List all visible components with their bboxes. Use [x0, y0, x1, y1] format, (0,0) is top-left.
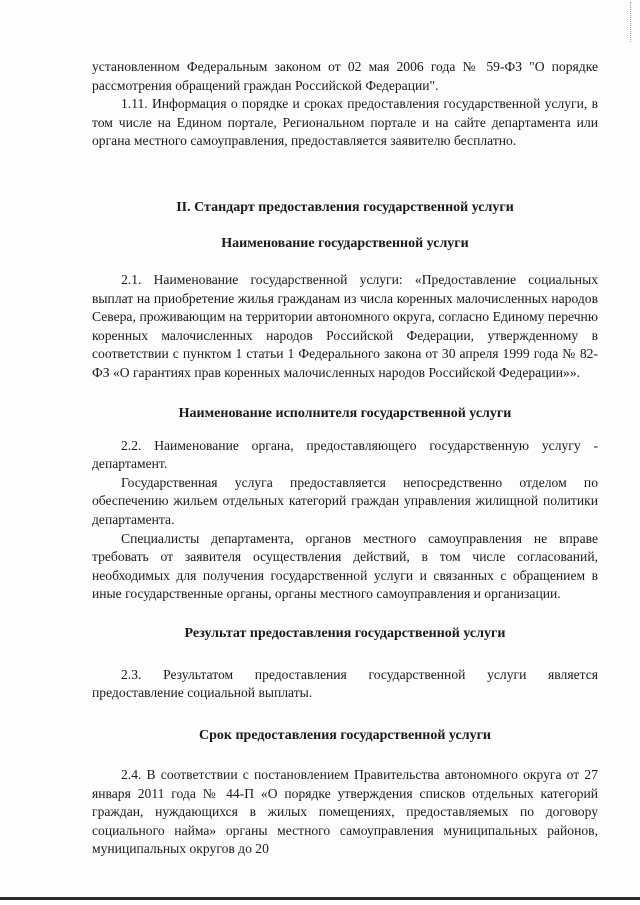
heading-service-executor: Наименование исполнителя государственной услуги: [178, 405, 512, 421]
paragraph-2-2-department: Государственная услуга предоставляется непосредственно отделом по обеспечению жильем отдельных категорий граждан управления жилищной политики департамента.: [92, 474, 598, 527]
heading-service-result: Результат предоставления государственной услуги: [184, 625, 506, 641]
paragraph-2-1: 2.1. Наименование государственной услуги: «Предоставление социальных выплат на приобретение жилья гражданам из числа коренных малочисленных народов Севера, проживающим на территории автономного округа, согласно Единому перечню коренных малочисленных народов Российской Федерации, утвержденному в соответствии с пунктом 1 статьи 1 Федерального закона от 30 апреля 1999 года № 82-ФЗ «О гарантиях прав коренных малочисленных народов Российской Федерации»».: [92, 271, 598, 380]
paragraph-2-2: 2.2. Наименование органа, предоставляющего государственную услугу - департамент.: [92, 437, 598, 472]
page-bottom-edge: [0, 897, 640, 900]
document-body: [92, 58, 598, 859]
paragraph-2-2-specialists: Специалисты департамента, органов местного самоуправления не вправе требовать от заявителя осуществления действий, в том числе согласований, необходимых для получения государственной услуги и связанных с обращением в иные государственные органы, органы местного самоуправления и организации.: [92, 530, 598, 602]
paragraph-2-4: 2.4. В соответствии с постановлением Правительства автономного округа от 27 января 2011 года № 44-П «О порядке утверждения списков отдельных категорий граждан, нуждающихся в жилых помещениях, предоставляемых по договору социального найма» органы местного самоуправления муниципальных районов, муниципальных округов до 20: [92, 767, 598, 857]
section-title: II. Стандарт предоставления государственной услуги: [176, 199, 514, 215]
scan-margin-marks: [630, 2, 634, 42]
paragraph-2-3: 2.3. Результатом предоставления государственной услуги является предоставление социальной выплаты.: [92, 666, 598, 701]
heading-service-name: Наименование государственной услуги: [221, 235, 469, 251]
heading-service-term: Срок предоставления государственной услуги: [199, 728, 491, 744]
paragraph-1-11: 1.11. Информация о порядке и сроках предоставления государственной услуги, в том числе на Едином портале, Региональном портале и на сайте департамента или органа местного самоуправления, предоставляется заявителю бесплатно.: [92, 96, 598, 149]
paragraph-intro-continuation: установленном Федеральным законом от 02 мая 2006 года № 59-ФЗ "О порядке рассмотрения обращений граждан Российской Федерации".: [92, 59, 598, 93]
